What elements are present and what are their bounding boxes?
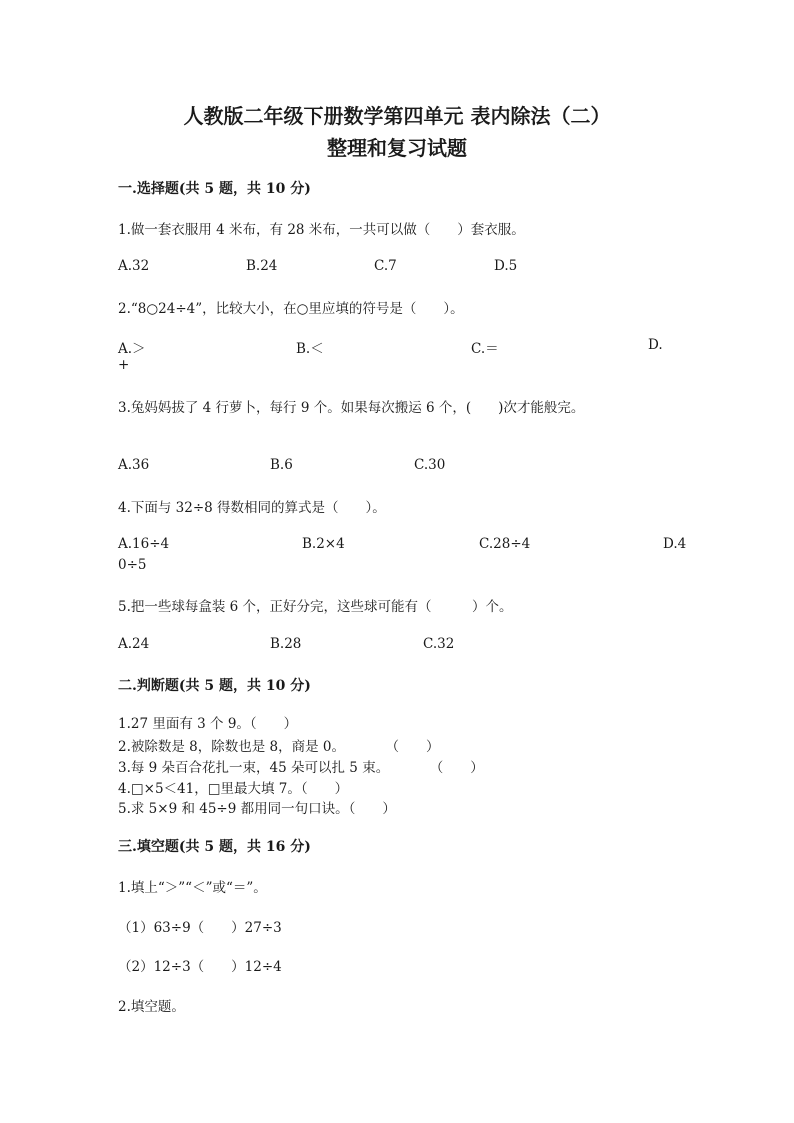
- option: C.7: [374, 258, 397, 274]
- option: B.24: [246, 258, 278, 274]
- option: C.＝: [471, 341, 499, 357]
- judge-item: 2.被除数是 8，除数也是 8，商是 0。 （ ）: [118, 739, 440, 755]
- judge-item: 1.27 里面有 3 个 9。（ ）: [118, 716, 298, 732]
- judge-item: 4.□×5＜41，□里最大填 7。（ ）: [118, 781, 349, 797]
- option-wrap: 0÷5: [118, 557, 147, 573]
- judge-item: 3.每 9 朵百合花扎一束，45 朵可以扎 5 束。 （ ）: [118, 760, 484, 776]
- option: D.4: [663, 536, 687, 552]
- option: D.5: [494, 258, 518, 274]
- page-subtitle: 整理和复习试题: [327, 136, 467, 160]
- option: A.36: [118, 457, 150, 473]
- fill-question-1: 1.填上“＞”“＜”或“＝”。: [118, 880, 267, 896]
- question-4: 4.下面与 32÷8 得数相同的算式是（ ）。: [118, 500, 386, 516]
- section-heading-choice: 一.选择题(共 5 题，共 10 分): [118, 181, 311, 197]
- question-1: 1.做一套衣服用 4 米布，有 28 米布，一共可以做（ ）套衣服。: [118, 222, 525, 238]
- option: C.28÷4: [479, 536, 531, 552]
- fill-item: （2）12÷3（ ）12÷4: [118, 959, 282, 975]
- question-3: 3.兔妈妈拔了 4 行萝卜，每行 9 个。如果每次搬运 6 个，( )次才能般完。: [118, 400, 585, 416]
- option: B.＜: [296, 341, 324, 357]
- option: B.6: [270, 457, 293, 473]
- fill-question-2: 2.填空题。: [118, 999, 185, 1015]
- option: C.30: [414, 457, 446, 473]
- fill-item: （1）63÷9（ ）27÷3: [118, 920, 282, 936]
- option: B.2×4: [302, 536, 345, 552]
- option-wrap: +: [118, 357, 130, 373]
- section-heading-fill: 三.填空题(共 5 题，共 16 分): [118, 839, 311, 855]
- judge-item: 5.求 5×9 和 45÷9 都用同一句口诀。（ ）: [118, 801, 396, 817]
- option: C.32: [423, 636, 455, 652]
- option: A.24: [118, 636, 150, 652]
- section-heading-judge: 二.判断题(共 5 题，共 10 分): [118, 678, 311, 694]
- option: B.28: [270, 636, 302, 652]
- page-title: 人教版二年级下册数学第四单元 表内除法（二）: [183, 104, 611, 128]
- option: D.: [648, 337, 663, 353]
- question-2: 2.“8○24÷4”，比较大小，在○里应填的符号是（ ）。: [118, 301, 464, 317]
- question-5: 5.把一些球每盒装 6 个，正好分完，这些球可能有（ ）个。: [118, 599, 513, 615]
- option: A.32: [118, 258, 150, 274]
- option: A.＞: [118, 341, 146, 357]
- option: A.16÷4: [118, 536, 170, 552]
